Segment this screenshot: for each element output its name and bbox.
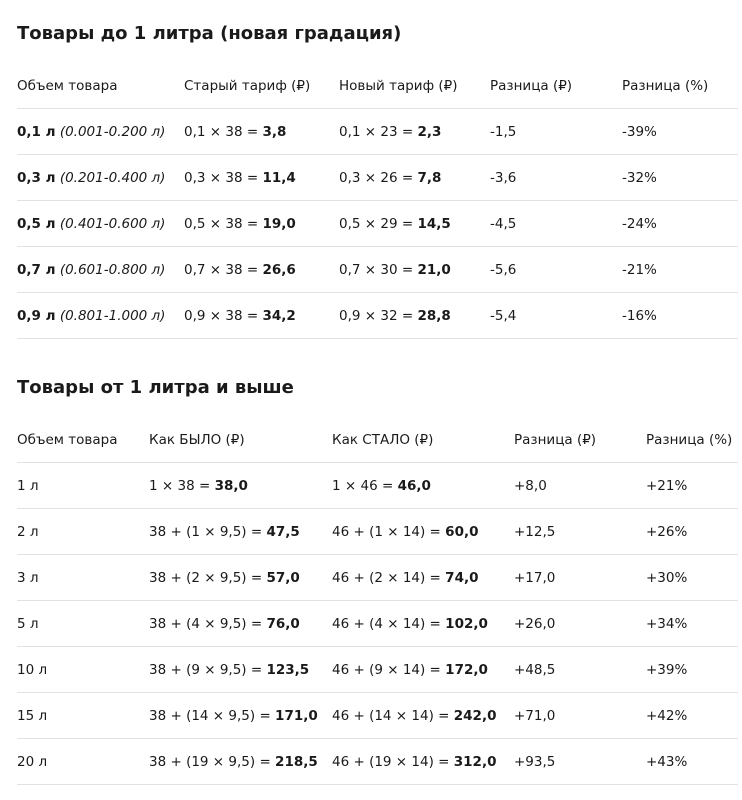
was-cell — [149, 601, 332, 647]
formula: 46 + (1 × 14) = — [332, 523, 446, 540]
result: 28,8 — [417, 307, 451, 324]
diff-pct-cell: -21% — [622, 247, 738, 293]
formula: 46 + (2 × 14) = — [332, 569, 446, 586]
volume-cell — [17, 293, 184, 339]
result: 14,5 — [417, 215, 451, 232]
result: 171,0 — [275, 707, 318, 724]
result: 218,5 — [275, 753, 318, 770]
diff-rub-cell: +17,0 — [514, 555, 646, 601]
diff-rub-cell: -1,5 — [490, 109, 622, 155]
column-header-now: Как СТАЛО (₽) — [332, 417, 514, 463]
volume-range: (0.401-0.600 л) — [59, 215, 166, 232]
formula: 38 + (14 × 9,5) = — [149, 707, 276, 724]
formula: 46 + (19 × 14) = — [332, 753, 454, 770]
result: 74,0 — [445, 569, 479, 586]
new-tariff-cell — [339, 247, 490, 293]
result: 26,6 — [262, 261, 296, 278]
table-row — [17, 509, 738, 555]
result: 57,0 — [266, 569, 300, 586]
formula: 38 + (19 × 9,5) = — [149, 753, 276, 770]
formula: 0,3 × 38 = — [184, 169, 263, 186]
volume-range: (0.001-0.200 л) — [59, 123, 166, 140]
table-row — [17, 463, 738, 509]
table-row — [17, 293, 738, 339]
formula: 0,7 × 30 = — [339, 261, 418, 278]
diff-pct-cell: +21% — [646, 463, 738, 509]
tariff-table-under-1l — [17, 63, 738, 339]
now-cell — [332, 601, 514, 647]
was-cell — [149, 463, 332, 509]
now-cell — [332, 509, 514, 555]
formula: 38 + (2 × 9,5) = — [149, 569, 267, 586]
formula: 1 × 38 = — [149, 477, 215, 494]
diff-rub-cell: -5,4 — [490, 293, 622, 339]
diff-pct-cell: +39% — [646, 647, 738, 693]
volume-cell — [17, 109, 184, 155]
table-row — [17, 647, 738, 693]
diff-rub-cell: +8,0 — [514, 463, 646, 509]
result: 19,0 — [262, 215, 296, 232]
formula: 46 + (9 × 14) = — [332, 661, 446, 678]
table-header-row — [17, 417, 738, 463]
diff-pct-cell: +30% — [646, 555, 738, 601]
volume-cell — [17, 201, 184, 247]
now-cell — [332, 555, 514, 601]
volume-cell: 5 л — [17, 601, 149, 647]
result: 11,4 — [262, 169, 296, 186]
formula: 0,1 × 38 = — [184, 123, 263, 140]
formula: 0,1 × 23 = — [339, 123, 418, 140]
result: 7,8 — [417, 169, 442, 186]
formula: 0,7 × 38 = — [184, 261, 263, 278]
old-tariff-cell — [184, 293, 339, 339]
new-tariff-cell — [339, 155, 490, 201]
formula: 46 + (14 × 14) = — [332, 707, 454, 724]
now-cell — [332, 647, 514, 693]
table-row — [17, 109, 738, 155]
formula: 0,3 × 26 = — [339, 169, 418, 186]
diff-rub-cell: +71,0 — [514, 693, 646, 739]
diff-rub-cell: -4,5 — [490, 201, 622, 247]
diff-pct-cell: +26% — [646, 509, 738, 555]
volume-value: 0,5 л — [17, 215, 56, 232]
volume-range: (0.601-0.800 л) — [59, 261, 166, 278]
section-title-over-1l: Товары от 1 литра и выше — [17, 377, 294, 398]
result: 46,0 — [397, 477, 431, 494]
column-header-volume: Объем товара — [17, 63, 184, 109]
diff-pct-cell: +42% — [646, 693, 738, 739]
result: 312,0 — [453, 753, 497, 770]
volume-cell: 2 л — [17, 509, 149, 555]
result: 3,8 — [262, 123, 287, 140]
section-title-under-1l: Товары до 1 литра (новая градация) — [17, 23, 402, 44]
old-tariff-cell — [184, 155, 339, 201]
formula: 46 + (4 × 14) = — [332, 615, 446, 632]
diff-pct-cell: -32% — [622, 155, 738, 201]
table-row — [17, 247, 738, 293]
volume-cell: 3 л — [17, 555, 149, 601]
result: 123,5 — [266, 661, 310, 678]
table-row — [17, 201, 738, 247]
now-cell — [332, 463, 514, 509]
result: 172,0 — [445, 661, 488, 678]
formula: 0,9 × 32 = — [339, 307, 418, 324]
table-row — [17, 693, 738, 739]
was-cell — [149, 739, 332, 785]
result: 34,2 — [262, 307, 296, 324]
table-row — [17, 739, 738, 785]
was-cell — [149, 647, 332, 693]
volume-value: 0,7 л — [17, 261, 56, 278]
volume-cell: 10 л — [17, 647, 149, 693]
formula: 38 + (9 × 9,5) = — [149, 661, 267, 678]
column-header-old-tariff: Старый тариф (₽) — [184, 63, 339, 109]
diff-pct-cell: -24% — [622, 201, 738, 247]
column-header-diff-rub: Разница (₽) — [514, 417, 646, 463]
result: 21,0 — [417, 261, 451, 278]
table-header-row — [17, 63, 738, 109]
diff-rub-cell: +12,5 — [514, 509, 646, 555]
result: 102,0 — [445, 615, 488, 632]
result: 242,0 — [453, 707, 497, 724]
old-tariff-cell — [184, 201, 339, 247]
formula: 0,5 × 29 = — [339, 215, 418, 232]
column-header-was: Как БЫЛО (₽) — [149, 417, 332, 463]
table-row — [17, 601, 738, 647]
diff-rub-cell: +48,5 — [514, 647, 646, 693]
formula: 1 × 46 = — [332, 477, 398, 494]
column-header-diff-pct: Разница (%) — [646, 417, 738, 463]
result: 76,0 — [266, 615, 300, 632]
volume-cell: 20 л — [17, 739, 149, 785]
was-cell — [149, 555, 332, 601]
diff-pct-cell: +34% — [646, 601, 738, 647]
formula: 38 + (4 × 9,5) = — [149, 615, 267, 632]
result: 38,0 — [214, 477, 248, 494]
now-cell — [332, 693, 514, 739]
volume-cell — [17, 155, 184, 201]
volume-range: (0.201-0.400 л) — [59, 169, 166, 186]
formula: 0,5 × 38 = — [184, 215, 263, 232]
volume-cell: 15 л — [17, 693, 149, 739]
result: 60,0 — [445, 523, 479, 540]
diff-rub-cell: +26,0 — [514, 601, 646, 647]
column-header-new-tariff: Новый тариф (₽) — [339, 63, 490, 109]
was-cell — [149, 693, 332, 739]
formula: 0,9 × 38 = — [184, 307, 263, 324]
volume-cell: 1 л — [17, 463, 149, 509]
new-tariff-cell — [339, 201, 490, 247]
old-tariff-cell — [184, 109, 339, 155]
diff-rub-cell: -5,6 — [490, 247, 622, 293]
volume-value: 0,3 л — [17, 169, 56, 186]
table-row — [17, 555, 738, 601]
diff-pct-cell: -39% — [622, 109, 738, 155]
volume-range: (0.801-1.000 л) — [59, 307, 166, 324]
diff-pct-cell: +43% — [646, 739, 738, 785]
diff-rub-cell: -3,6 — [490, 155, 622, 201]
result: 47,5 — [266, 523, 300, 540]
diff-rub-cell: +93,5 — [514, 739, 646, 785]
old-tariff-cell — [184, 247, 339, 293]
new-tariff-cell — [339, 293, 490, 339]
new-tariff-cell — [339, 109, 490, 155]
table-row — [17, 155, 738, 201]
tariff-table-over-1l — [17, 417, 738, 785]
formula: 38 + (1 × 9,5) = — [149, 523, 267, 540]
column-header-diff-rub: Разница (₽) — [490, 63, 622, 109]
was-cell — [149, 509, 332, 555]
volume-value: 0,9 л — [17, 307, 56, 324]
column-header-diff-pct: Разница (%) — [622, 63, 738, 109]
diff-pct-cell: -16% — [622, 293, 738, 339]
column-header-volume: Объем товара — [17, 417, 149, 463]
volume-cell — [17, 247, 184, 293]
volume-value: 0,1 л — [17, 123, 56, 140]
now-cell — [332, 739, 514, 785]
result: 2,3 — [417, 123, 442, 140]
